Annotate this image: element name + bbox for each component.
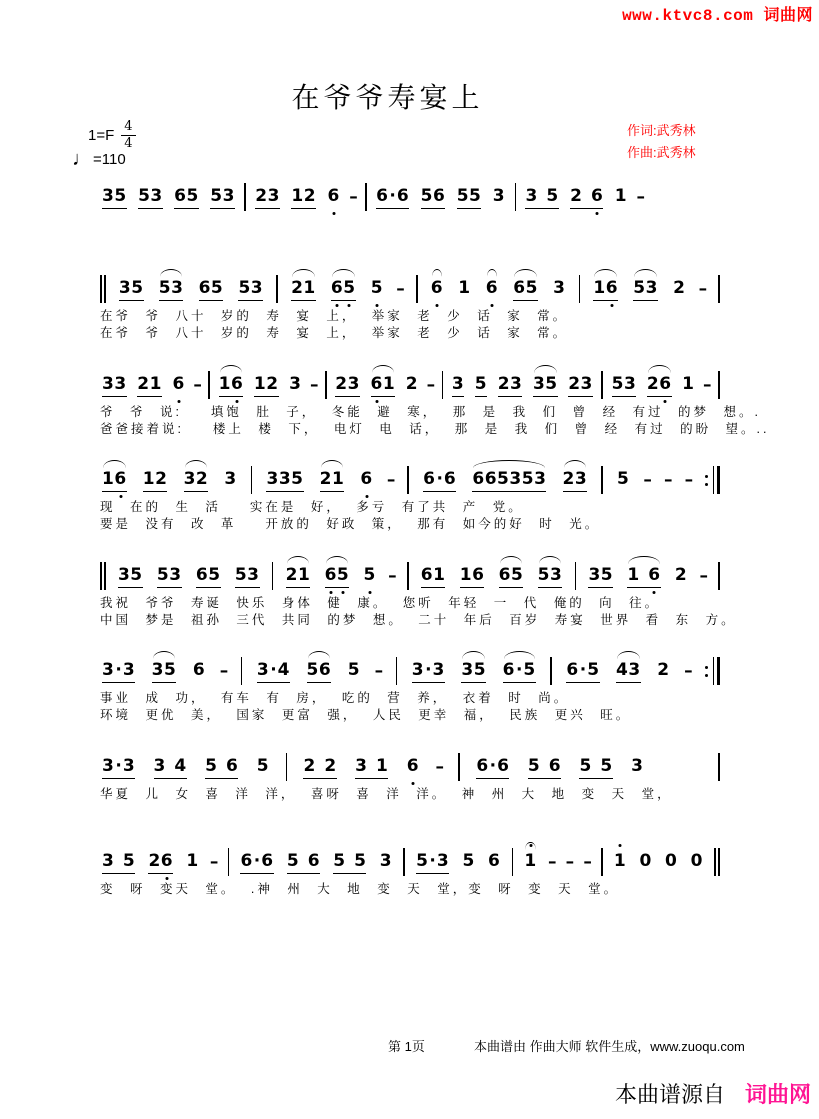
time-signature-numerator: 4 [121, 120, 135, 136]
page-number: 第 1页 [388, 1039, 425, 1054]
lyrics-row-1: 华夏 儿 女 喜 洋 洋， 喜呀 喜 洋 洋。 神 州 大 地 变 天 堂， [100, 787, 673, 801]
notes-row: 3 · 3 3 4 5 6 5 2 2 3 1 6 – 6 · 6 5 6 5 5 3 [100, 750, 720, 784]
song-title: 在爷爷寿宴上 [291, 81, 484, 114]
time-signature-denominator: 4 [124, 136, 133, 151]
quarter-note-icon: ♩ [72, 148, 92, 170]
lyrics-row-1: 现 在的 生 活 实在是 好， 多亏 有了共 产 党。 [100, 500, 524, 514]
lyrics-row-1: 我祝 爷爷 寿诞 快乐 身体 健 康。 您听 年轻 一 代 俺的 向 往。 [100, 596, 661, 610]
lyrics-row-2: 要是 没有 改 革 开放的 好政 策， 那有 如今的好 时 光。 [100, 517, 601, 531]
notes-row: 3 5 5 3 6 5 5 3 2 3 1 2 6 – 6 · 6 5 6 5 5 3 3 5 2 6 1 – [100, 180, 645, 214]
tempo-value: =110 [93, 151, 126, 168]
lyrics-row-1: 爷 爷 说: 填饱 肚 子， 冬能 避 寒， 那 是 我 们 曾 经 有过 的梦 想。. [100, 405, 761, 419]
notes-row: 3 5 5 3 6 5 5 3 2 1 6 5 5 – 6 1 6 6 5 3 1 6 5 3 2 – [100, 272, 720, 306]
lyrics-row-2: 在爷 爷 八十 岁的 寿 宴 上， 举家 老 少 话 家 常。 [100, 326, 569, 340]
notes-row: 3 · 3 3 5 6 – 3 · 4 5 6 5 – 3 · 3 3 5 6 · 5 6 · 5 4 3 2 – [100, 654, 720, 688]
lyrics-row-2: 环境 更优 美， 国家 更富 强， 人民 更幸 福， 民族 更兴 旺。 [100, 708, 632, 722]
lyrics-row-1: 变 呀 变天 堂。 .神 州 大 地 变 天 堂，变 呀 变 天 堂。 [100, 882, 620, 896]
generator-credit: 本曲谱由 作曲大师 软件生成，www.zuoqu.com [474, 1039, 745, 1054]
bottom-site-watermark [615, 1078, 811, 1109]
score-line-8 [100, 845, 720, 896]
time-signature [121, 120, 135, 151]
notes-row: 3 3 2 1 6 – 1 6 1 2 3 – 2 3 6 1 2 – 3 5 2 3 3 5 2 3 5 3 2 6 1 – [100, 368, 720, 402]
key-label: 1=F [88, 127, 115, 144]
lyricist-credit: 作词:武秀林 [627, 123, 696, 138]
lyrics-row-2: 爸爸接着说: 楼上 楼 下， 电灯 电 话， 那 是 我 们 曾 经 有过 的盼 望。.. [100, 422, 770, 436]
credits [627, 120, 696, 164]
lyrics-row-1: 在爷 爷 八十 岁的 寿 宴 上， 举家 老 少 话 家 常。 [100, 309, 569, 323]
lyrics-row-1: 事业 成 功， 有车 有 房， 吃的 营 养， 衣着 时 尚。 [100, 691, 570, 705]
notes-row: 1 6 1 2 3 2 3 3 3 5 2 1 6 – 6 · 6 6 6 5 3 5 3 2 3 5 – – – [100, 463, 720, 497]
score-line-2 [100, 272, 720, 340]
notes-row: 3 5 2 6 1 – 6 · 6 5 6 5 5 3 5 · 3 5 6 1 – – – 1 0 0 0 [100, 845, 720, 879]
score-line-1 [100, 180, 645, 214]
composer-credit: 作曲:武秀林 [627, 145, 696, 160]
lyrics-row-2: 中国 梦是 祖孙 三代 共同 的梦 想。 二十 年后 百岁 寿宴 世界 看 东 方。 [100, 613, 737, 627]
score-line-6 [100, 654, 720, 722]
bottom-watermark-prefix: 本曲谱源自 [614, 1082, 725, 1107]
score-line-4 [100, 463, 720, 531]
score-line-3 [100, 368, 770, 436]
notes-row: 3 5 5 3 6 5 5 3 2 1 6 5 5 – 6 1 1 6 6 5 5 3 3 5 1 6 2 – [100, 559, 720, 593]
score-line-5 [100, 559, 737, 627]
key-signature [88, 120, 136, 151]
score-line-7 [100, 750, 720, 801]
tempo-marking [72, 148, 126, 171]
bottom-watermark-site: 词曲网 [744, 1082, 811, 1107]
top-site-watermark: www.ktvc8.com 词曲网 [622, 7, 813, 25]
